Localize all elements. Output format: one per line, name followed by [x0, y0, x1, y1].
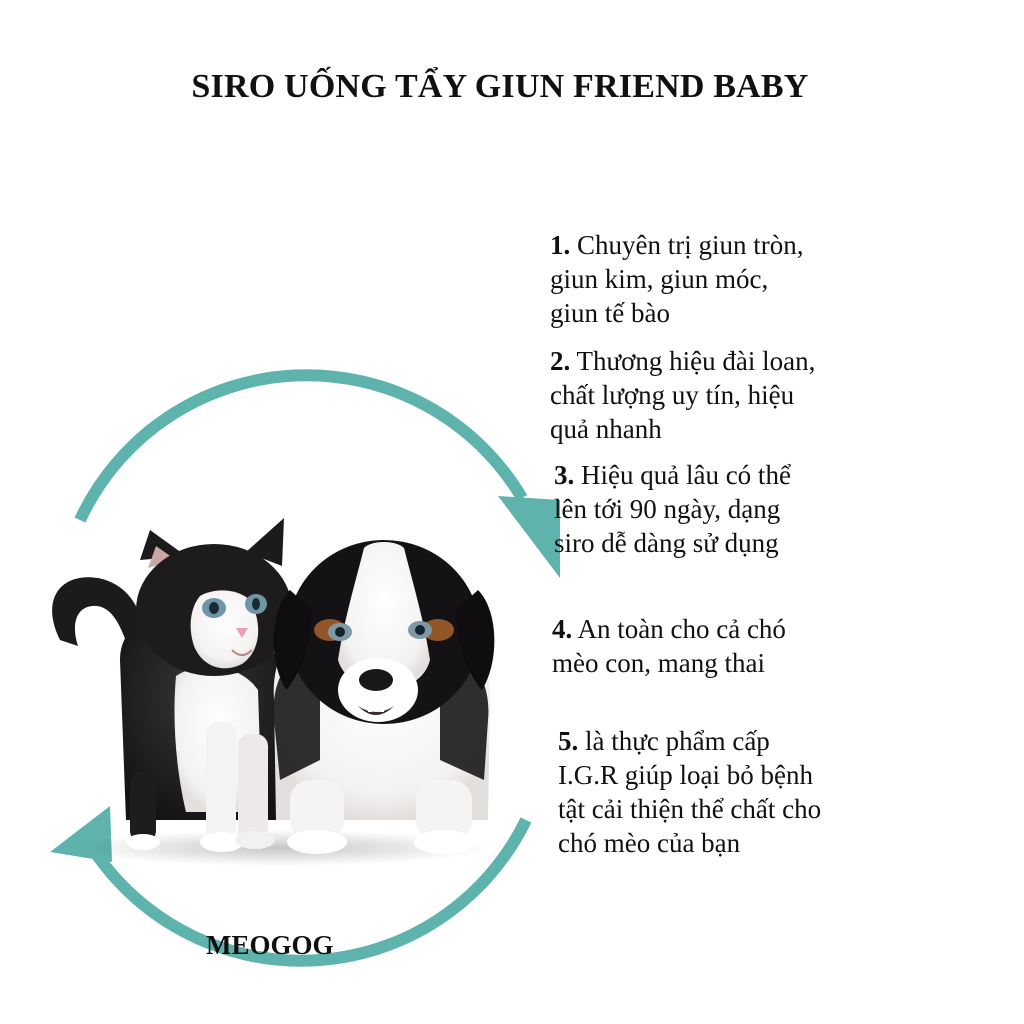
feature-text: Thương hiệu đài loan, chất lượng uy tín, hiệu quả nhanh — [550, 346, 816, 444]
feature-number: 3. — [554, 460, 575, 490]
feature-text: Hiệu quả lâu có thể lên tới 90 ngày, dạng siro dễ dàng sử dụng — [554, 460, 791, 558]
puppy-figure — [273, 540, 494, 854]
feature-item-3 — [554, 458, 824, 560]
feature-item-4 — [552, 612, 822, 680]
feature-item-2 — [550, 344, 820, 446]
feature-number: 1. — [550, 230, 571, 260]
poster-title: SIRO UỐNG TẨY GIUN FRIEND BABY — [191, 68, 809, 105]
feature-text: Chuyên trị giun tròn, giun kim, giun móc, giun tế bào — [550, 230, 804, 328]
brand-watermark: MEOGOG — [206, 930, 334, 960]
top-arrow-arc-icon — [80, 375, 522, 520]
feature-number: 4. — [552, 614, 573, 644]
top-arrow-head-icon — [498, 496, 560, 578]
kitten-figure — [52, 518, 292, 852]
feature-item-5 — [558, 724, 828, 860]
feature-number: 5. — [558, 726, 579, 756]
feature-item-1 — [550, 228, 820, 330]
feature-text: là thực phẩm cấp I.G.R giúp loại bỏ bệnh tật cải thiện thể chất cho chó mèo của bạn — [558, 726, 822, 858]
pets-photo — [52, 518, 494, 866]
feature-text: An toàn cho cả chó mèo con, mang thai — [552, 614, 786, 678]
feature-number: 2. — [550, 346, 571, 376]
